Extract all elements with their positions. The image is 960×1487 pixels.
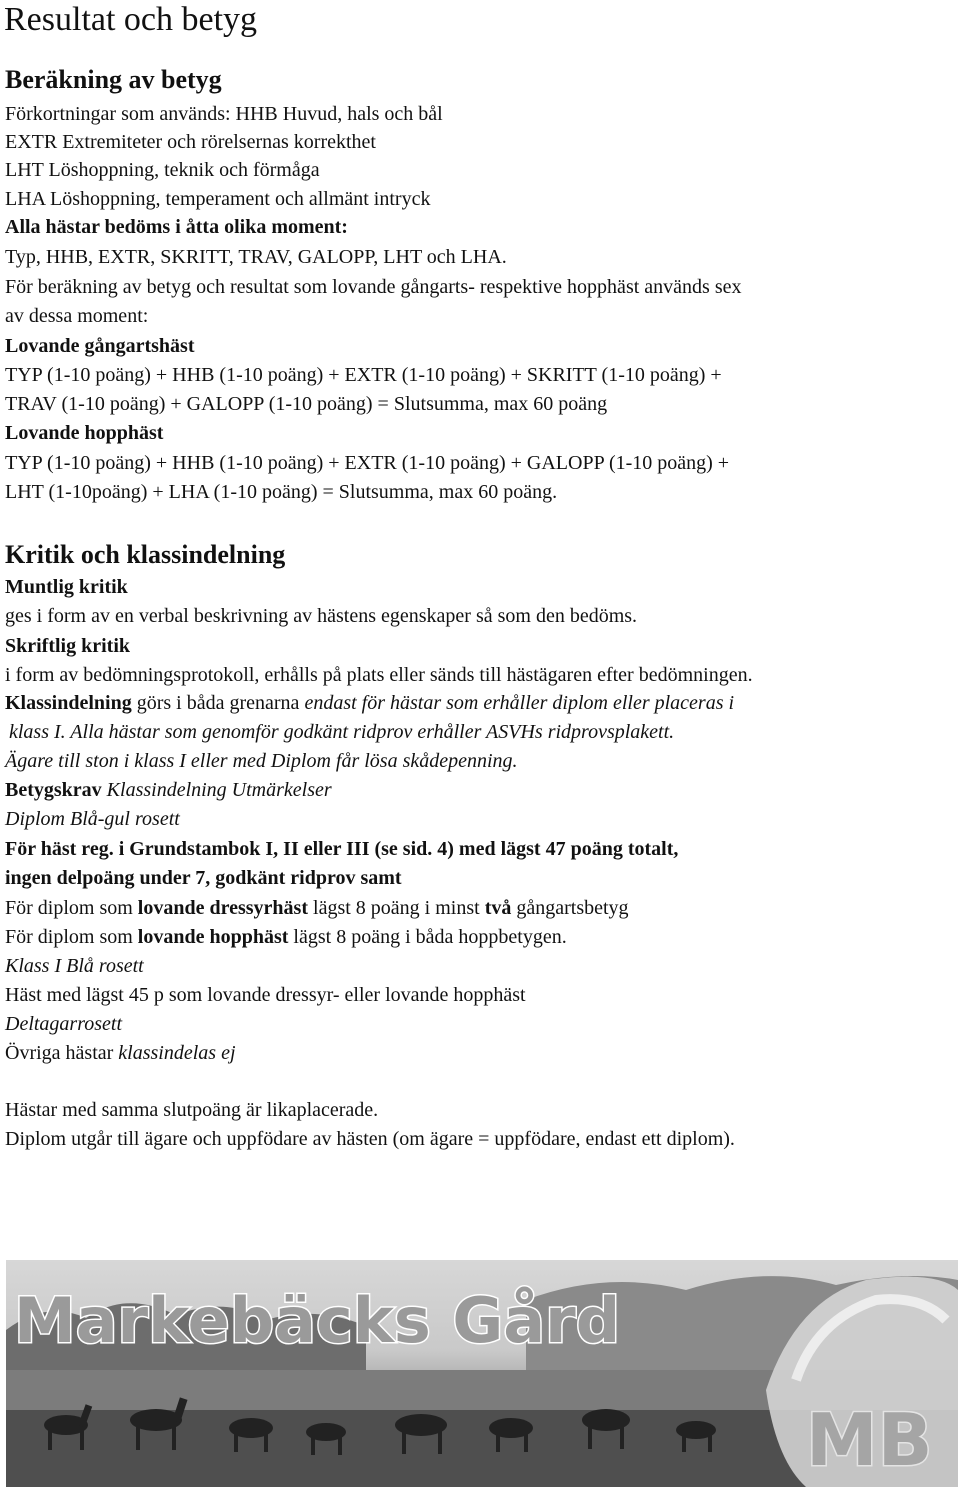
- jump-diploma-line: [5, 924, 567, 950]
- dressage-text: gångartsbetyg: [511, 897, 629, 919]
- section-heading-critique: Kritik och klassindelning: [5, 540, 286, 569]
- classification-italic: endast för hästar som erhåller diplom eller placeras i: [304, 692, 735, 714]
- jump-diploma-bold: lovande hopphäst: [137, 926, 289, 948]
- jump-diploma-text: lägst 8 poäng i båda hoppbetygen.: [288, 926, 567, 948]
- gait-horse-label: Lovande gångartshäst: [5, 335, 195, 357]
- dressage-text: lägst 8 poäng i minst: [308, 897, 485, 919]
- abbreviation-line: LHA Löshoppning, temperament och allmänt intryck: [5, 188, 431, 210]
- oral-critique-text: ges i form av en verbal beskrivning av hästens egenskaper så som den bedöms.: [5, 605, 638, 627]
- others-text: Övriga hästar: [5, 1042, 119, 1064]
- dressage-diploma-line: [5, 895, 629, 921]
- jump-formula: TYP (1-10 poäng) + HHB (1-10 poäng) + EXTR (1-10 poäng) + GALOPP (1-10 poäng) +: [5, 452, 730, 474]
- written-critique-label: Skriftlig kritik: [5, 635, 131, 657]
- dressage-bold: lovande dressyrhäst: [137, 897, 309, 919]
- classification-line-2: klass I. Alla hästar som genomför godkänt ridprov erhåller ASVHs ridprovsplakett.: [9, 721, 675, 743]
- diploma-rosette: Diplom Blå-gul rosett: [5, 808, 180, 830]
- classification-line: [5, 690, 734, 716]
- requirements-label: Betygskrav: [5, 779, 102, 801]
- oral-critique-label: Muntlig kritik: [5, 576, 128, 598]
- requirement-bold: För häst reg. i Grundstambok I, II eller III (se sid. 4) med lägst 47 poäng totalt,: [5, 838, 679, 860]
- written-critique-text: i form av bedömningsprotokoll, erhålls på plats eller sänds till hästägaren efter bedömningen.: [5, 664, 753, 686]
- page-title: Resultat och betyg: [4, 1, 258, 38]
- brand-logo-text: Markebäcks Gård: [14, 1284, 621, 1357]
- abbreviation-line: EXTR Extremiteter och rörelsernas korrekthet: [5, 131, 376, 153]
- dressage-bold: två: [484, 897, 512, 919]
- dressage-text: För diplom som: [5, 897, 138, 919]
- classification-line-3: Ägare till ston i klass I eller med Diplom får lösa skådepenning.: [5, 750, 518, 772]
- jump-horse-label: Lovande hopphäst: [5, 422, 164, 444]
- requirements-columns: Klassindelning Utmärkelser: [101, 779, 332, 801]
- moment-list: Typ, HHB, EXTR, SKRITT, TRAV, GALOPP, LHT och LHA.: [5, 246, 507, 268]
- svg-text:MB: MB: [806, 1398, 933, 1482]
- classification-text: görs i båda grenarna: [131, 692, 305, 714]
- class1-rosette: Klass I Blå rosett: [5, 955, 144, 977]
- calc-intro: För beräkning av betyg och resultat som lovande gångarts- respektive hopphäst används sex: [5, 276, 742, 298]
- requirements-line: [5, 777, 332, 803]
- others-line: [5, 1040, 236, 1066]
- gait-formula: TYP (1-10 poäng) + HHB (1-10 poäng) + EXTR (1-10 poäng) + SKRITT (1-10 poäng) +: [5, 364, 722, 386]
- abbreviation-line: Förkortningar som används: HHB Huvud, hals och bål: [5, 103, 443, 125]
- jump-diploma-text: För diplom som: [5, 926, 138, 948]
- calc-intro-cont: av dessa moment:: [5, 305, 149, 327]
- classification-label: Klassindelning: [5, 692, 132, 714]
- moment-label: Alla hästar bedöms i åtta olika moment:: [5, 216, 348, 238]
- class1-text: Häst med lägst 45 p som lovande dressyr- eller lovande hopphäst: [5, 984, 526, 1006]
- banner-graphic: [6, 1260, 958, 1487]
- section-heading-calculation: Beräkning av betyg: [5, 65, 222, 94]
- equal-placement: Hästar med samma slutpoäng är likaplacerade.: [5, 1099, 379, 1121]
- others-italic: klassindelas ej: [118, 1042, 236, 1064]
- requirement-bold-cont: ingen delpoäng under 7, godkänt ridprov samt: [5, 867, 402, 889]
- farm-banner-image: [6, 1260, 958, 1487]
- diploma-owner: Diplom utgår till ägare och uppfödare av hästen (om ägare = uppfödare, endast ett diplom).: [5, 1128, 735, 1150]
- gait-formula-cont: TRAV (1-10 poäng) + GALOPP (1-10 poäng) = Slutsumma, max 60 poäng: [5, 393, 608, 415]
- jump-formula-cont: LHT (1-10poäng) + LHA (1-10 poäng) = Slutsumma, max 60 poäng.: [5, 481, 558, 503]
- abbreviation-line: LHT Löshoppning, teknik och förmåga: [5, 159, 320, 181]
- participant-rosette: Deltagarrosett: [5, 1013, 123, 1035]
